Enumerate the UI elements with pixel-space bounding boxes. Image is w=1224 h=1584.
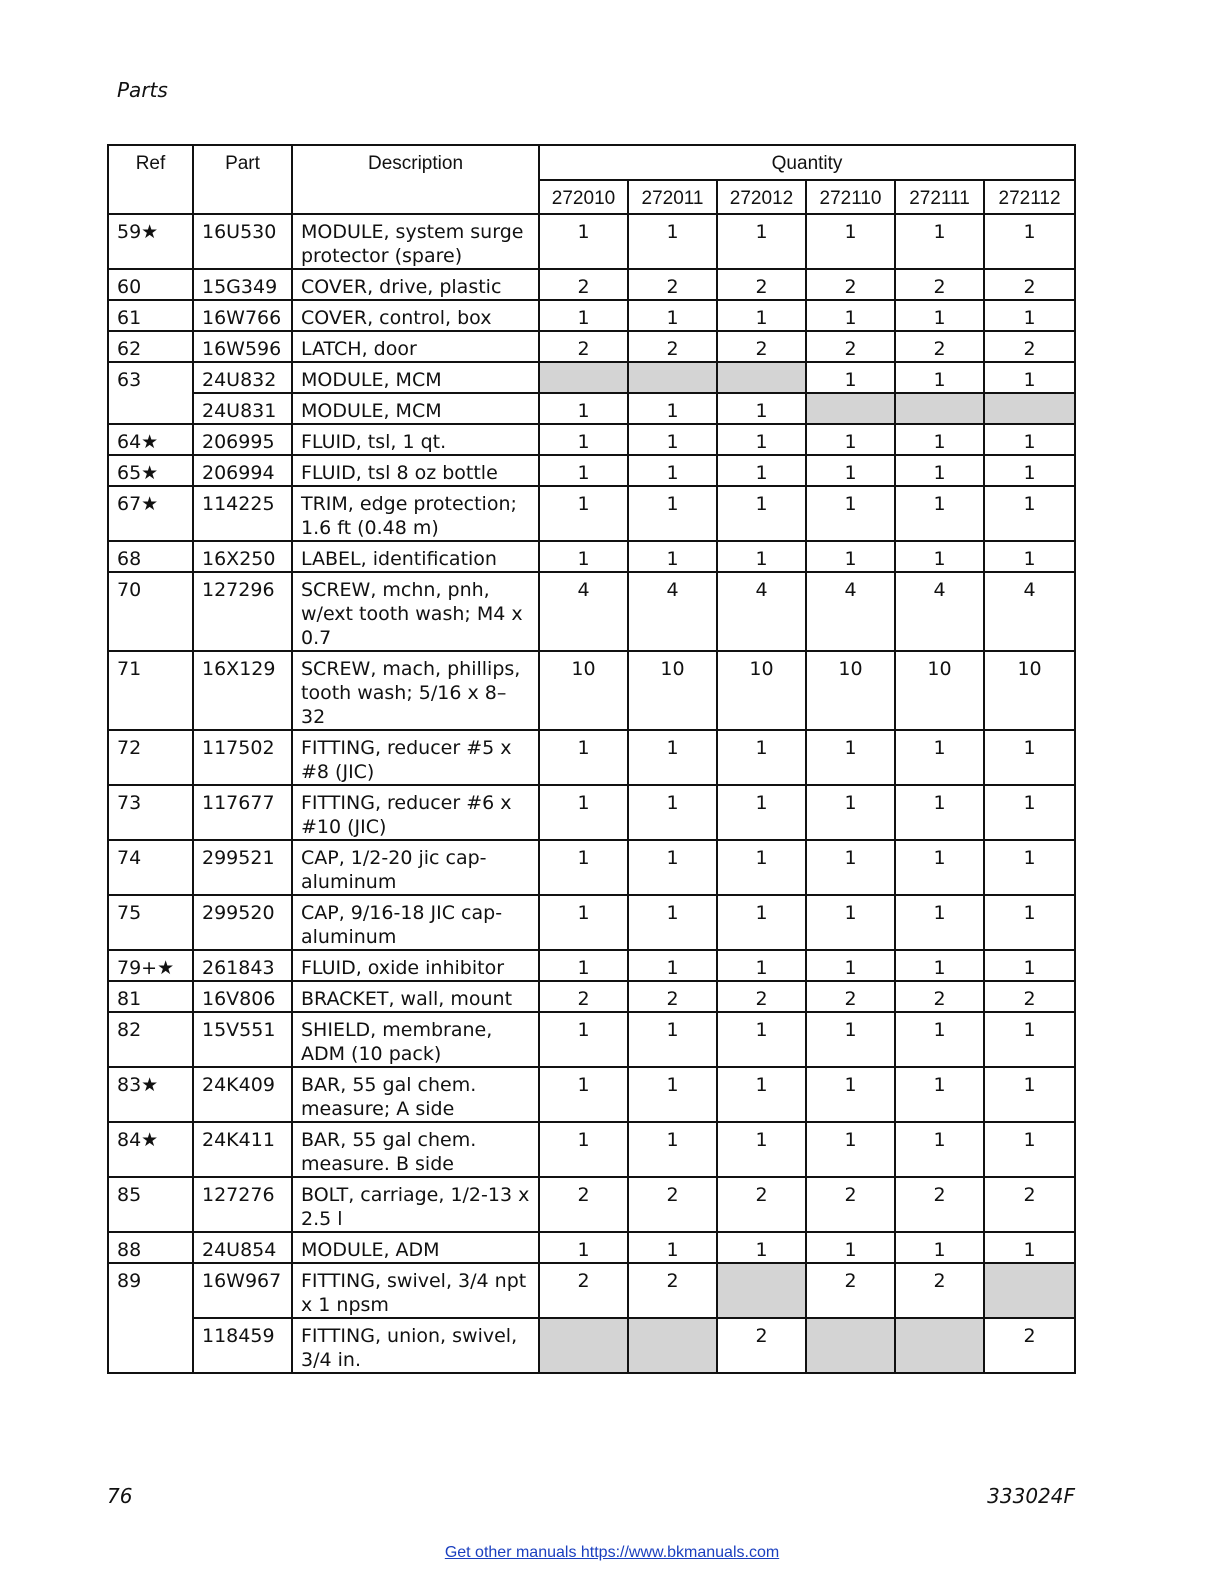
quantity-cell: 1 xyxy=(895,214,984,269)
quantity-cell: 1 xyxy=(806,214,895,269)
quantity-cell-na xyxy=(717,1263,806,1318)
ref-cell: 85 xyxy=(108,1177,193,1232)
quantity-cell: 2 xyxy=(806,331,895,362)
ref-cell: 89 xyxy=(108,1263,193,1373)
part-cell: 24U832 xyxy=(193,362,292,393)
quantity-cell: 1 xyxy=(984,1012,1075,1067)
quantity-cell: 2 xyxy=(717,981,806,1012)
ref-cell: 68 xyxy=(108,541,193,572)
quantity-cell: 1 xyxy=(628,541,717,572)
col-header-part: Part xyxy=(193,145,292,214)
col-header-ref: Ref xyxy=(108,145,193,214)
quantity-cell: 1 xyxy=(628,393,717,424)
quantity-cell: 2 xyxy=(717,1318,806,1373)
quantity-cell-na xyxy=(984,1263,1075,1318)
quantity-cell: 1 xyxy=(717,455,806,486)
quantity-cell: 1 xyxy=(628,950,717,981)
table-row xyxy=(108,424,1075,455)
table-row xyxy=(108,651,1075,730)
part-cell: 118459 xyxy=(193,1318,292,1373)
quantity-cell: 1 xyxy=(806,486,895,541)
quantity-cell: 1 xyxy=(628,300,717,331)
table-row xyxy=(108,1318,1075,1373)
part-cell: 16W967 xyxy=(193,1263,292,1318)
ref-cell: 81 xyxy=(108,981,193,1012)
quantity-cell: 2 xyxy=(895,981,984,1012)
quantity-cell: 2 xyxy=(895,269,984,300)
quantity-cell: 1 xyxy=(895,1232,984,1263)
description-cell: LABEL, identification xyxy=(292,541,539,572)
quantity-cell: 2 xyxy=(717,1177,806,1232)
quantity-cell: 1 xyxy=(895,455,984,486)
description-cell: BRACKET, wall, mount xyxy=(292,981,539,1012)
quantity-cell: 1 xyxy=(717,950,806,981)
quantity-cell-na xyxy=(984,393,1075,424)
quantity-cell: 1 xyxy=(984,214,1075,269)
quantity-cell: 2 xyxy=(984,269,1075,300)
table-row xyxy=(108,541,1075,572)
ref-cell: 82 xyxy=(108,1012,193,1067)
quantity-cell: 1 xyxy=(895,785,984,840)
quantity-cell: 10 xyxy=(717,651,806,730)
ref-cell: 64★ xyxy=(108,424,193,455)
description-cell: TRIM, edge protection; 1.6 ft (0.48 m) xyxy=(292,486,539,541)
quantity-cell: 1 xyxy=(806,785,895,840)
quantity-cell: 1 xyxy=(984,730,1075,785)
description-cell: BAR, 55 gal chem. measure. B side xyxy=(292,1122,539,1177)
model-header: 272012 xyxy=(717,180,806,214)
quantity-cell: 1 xyxy=(806,362,895,393)
quantity-cell: 1 xyxy=(717,541,806,572)
quantity-cell: 1 xyxy=(806,730,895,785)
description-cell: CAP, 9/16-18 JIC cap-aluminum xyxy=(292,895,539,950)
table-row xyxy=(108,300,1075,331)
table-row xyxy=(108,331,1075,362)
part-cell: 24U854 xyxy=(193,1232,292,1263)
quantity-cell: 1 xyxy=(895,730,984,785)
model-header: 272011 xyxy=(628,180,717,214)
quantity-cell: 2 xyxy=(539,269,628,300)
quantity-cell: 1 xyxy=(539,1012,628,1067)
quantity-cell: 1 xyxy=(895,895,984,950)
quantity-cell: 1 xyxy=(628,1122,717,1177)
quantity-cell: 2 xyxy=(895,331,984,362)
quantity-cell: 1 xyxy=(717,1232,806,1263)
ref-cell: 83★ xyxy=(108,1067,193,1122)
quantity-cell: 1 xyxy=(895,840,984,895)
quantity-cell: 1 xyxy=(895,950,984,981)
quantity-cell-na xyxy=(806,1318,895,1373)
quantity-cell: 2 xyxy=(806,981,895,1012)
ref-cell: 61 xyxy=(108,300,193,331)
quantity-cell: 1 xyxy=(984,950,1075,981)
quantity-cell: 1 xyxy=(895,541,984,572)
quantity-cell: 1 xyxy=(539,1067,628,1122)
quantity-cell: 1 xyxy=(717,895,806,950)
part-cell: 15G349 xyxy=(193,269,292,300)
quantity-cell: 4 xyxy=(895,572,984,651)
quantity-cell: 1 xyxy=(628,730,717,785)
part-cell: 127296 xyxy=(193,572,292,651)
quantity-cell: 1 xyxy=(628,214,717,269)
quantity-cell: 2 xyxy=(717,269,806,300)
quantity-cell: 1 xyxy=(717,1012,806,1067)
quantity-cell: 2 xyxy=(806,1177,895,1232)
quantity-cell: 1 xyxy=(984,362,1075,393)
quantity-cell: 1 xyxy=(628,785,717,840)
part-cell: 24K409 xyxy=(193,1067,292,1122)
model-header: 272010 xyxy=(539,180,628,214)
quantity-cell: 1 xyxy=(717,1122,806,1177)
quantity-cell: 2 xyxy=(539,1263,628,1318)
part-cell: 24U831 xyxy=(193,393,292,424)
part-cell: 299520 xyxy=(193,895,292,950)
quantity-cell: 1 xyxy=(984,840,1075,895)
quantity-cell: 4 xyxy=(539,572,628,651)
description-cell: FLUID, tsl 8 oz bottle xyxy=(292,455,539,486)
quantity-cell: 1 xyxy=(717,393,806,424)
quantity-cell: 1 xyxy=(539,455,628,486)
quantity-cell: 1 xyxy=(806,300,895,331)
quantity-cell: 1 xyxy=(984,785,1075,840)
page-number: 76 xyxy=(107,1484,133,1508)
quantity-cell: 1 xyxy=(628,424,717,455)
document-number: 333024F xyxy=(987,1484,1075,1508)
quantity-cell-na xyxy=(628,1318,717,1373)
ref-cell: 70 xyxy=(108,572,193,651)
table-row xyxy=(108,1012,1075,1067)
description-cell: COVER, drive, plastic xyxy=(292,269,539,300)
parts-table xyxy=(107,144,1076,1374)
model-header: 272111 xyxy=(895,180,984,214)
table-row xyxy=(108,269,1075,300)
quantity-cell: 2 xyxy=(628,331,717,362)
quantity-cell: 1 xyxy=(895,300,984,331)
quantity-cell: 4 xyxy=(984,572,1075,651)
quantity-cell: 2 xyxy=(539,331,628,362)
quantity-cell: 1 xyxy=(539,1122,628,1177)
table-row xyxy=(108,895,1075,950)
quantity-cell: 2 xyxy=(984,331,1075,362)
quantity-cell: 1 xyxy=(806,424,895,455)
description-cell: BOLT, carriage, 1/2-13 x 2.5 l xyxy=(292,1177,539,1232)
ref-cell: 79+★ xyxy=(108,950,193,981)
quantity-cell: 1 xyxy=(539,486,628,541)
quantity-cell: 1 xyxy=(628,895,717,950)
quantity-cell: 1 xyxy=(806,1067,895,1122)
quantity-cell: 1 xyxy=(806,1012,895,1067)
quantity-cell: 2 xyxy=(984,1318,1075,1373)
description-cell: FITTING, union, swivel, 3/4 in. xyxy=(292,1318,539,1373)
part-cell: 16W596 xyxy=(193,331,292,362)
quantity-cell: 1 xyxy=(539,424,628,455)
ref-cell: 62 xyxy=(108,331,193,362)
quantity-cell: 2 xyxy=(806,1263,895,1318)
quantity-cell: 1 xyxy=(628,1232,717,1263)
quantity-cell: 2 xyxy=(628,269,717,300)
quantity-cell: 1 xyxy=(806,455,895,486)
ref-cell: 65★ xyxy=(108,455,193,486)
quantity-cell: 1 xyxy=(984,1067,1075,1122)
quantity-cell: 1 xyxy=(984,1122,1075,1177)
table-row xyxy=(108,1067,1075,1122)
ref-cell: 73 xyxy=(108,785,193,840)
quantity-cell: 2 xyxy=(984,981,1075,1012)
quantity-cell: 1 xyxy=(984,1232,1075,1263)
quantity-cell-na xyxy=(539,362,628,393)
quantity-cell: 2 xyxy=(539,1177,628,1232)
quantity-cell: 1 xyxy=(717,785,806,840)
quantity-cell-na xyxy=(895,1318,984,1373)
part-cell: 261843 xyxy=(193,950,292,981)
table-row xyxy=(108,950,1075,981)
quantity-cell: 1 xyxy=(984,455,1075,486)
description-cell: CAP, 1/2-20 jic cap-aluminum xyxy=(292,840,539,895)
quantity-cell: 1 xyxy=(539,785,628,840)
description-cell: MODULE, MCM xyxy=(292,393,539,424)
ref-cell: 71 xyxy=(108,651,193,730)
quantity-cell: 2 xyxy=(984,1177,1075,1232)
part-cell: 206995 xyxy=(193,424,292,455)
description-cell: FITTING, reducer #5 x #8 (JIC) xyxy=(292,730,539,785)
ref-cell: 75 xyxy=(108,895,193,950)
ref-cell: 67★ xyxy=(108,486,193,541)
part-cell: 16X250 xyxy=(193,541,292,572)
table-row xyxy=(108,1232,1075,1263)
quantity-cell: 1 xyxy=(895,362,984,393)
table-row xyxy=(108,981,1075,1012)
quantity-cell: 4 xyxy=(628,572,717,651)
quantity-cell: 1 xyxy=(895,486,984,541)
quantity-cell: 2 xyxy=(539,981,628,1012)
description-cell: SHIELD, membrane, ADM (10 pack) xyxy=(292,1012,539,1067)
description-cell: FLUID, tsl, 1 qt. xyxy=(292,424,539,455)
quantity-cell: 2 xyxy=(628,1263,717,1318)
quantity-cell: 10 xyxy=(628,651,717,730)
quantity-cell: 1 xyxy=(539,300,628,331)
table-row xyxy=(108,362,1075,393)
description-cell: FITTING, swivel, 3/4 npt x 1 npsm xyxy=(292,1263,539,1318)
quantity-cell: 1 xyxy=(984,486,1075,541)
quantity-cell: 1 xyxy=(539,214,628,269)
table-row xyxy=(108,455,1075,486)
quantity-cell: 1 xyxy=(717,486,806,541)
description-cell: FITTING, reducer #6 x #10 (JIC) xyxy=(292,785,539,840)
quantity-cell: 1 xyxy=(984,424,1075,455)
quantity-cell: 2 xyxy=(895,1177,984,1232)
table-row xyxy=(108,393,1075,424)
description-cell: LATCH, door xyxy=(292,331,539,362)
quantity-cell: 4 xyxy=(806,572,895,651)
table-row xyxy=(108,840,1075,895)
part-cell: 127276 xyxy=(193,1177,292,1232)
quantity-cell: 1 xyxy=(717,1067,806,1122)
part-cell: 114225 xyxy=(193,486,292,541)
quantity-cell: 1 xyxy=(539,541,628,572)
quantity-cell-na xyxy=(895,393,984,424)
quantity-cell: 1 xyxy=(806,840,895,895)
part-cell: 299521 xyxy=(193,840,292,895)
description-cell: SCREW, mach, phillips, tooth wash; 5/16 x 8–32 xyxy=(292,651,539,730)
description-cell: BAR, 55 gal chem. measure; A side xyxy=(292,1067,539,1122)
quantity-cell: 2 xyxy=(806,269,895,300)
ref-cell: 59★ xyxy=(108,214,193,269)
quantity-cell: 1 xyxy=(539,393,628,424)
quantity-cell: 1 xyxy=(984,895,1075,950)
part-cell: 16X129 xyxy=(193,651,292,730)
ref-cell: 63 xyxy=(108,362,193,424)
quantity-cell-na xyxy=(628,362,717,393)
table-row xyxy=(108,486,1075,541)
ref-cell: 74 xyxy=(108,840,193,895)
part-cell: 16U530 xyxy=(193,214,292,269)
col-header-description: Description xyxy=(292,145,539,214)
quantity-cell: 1 xyxy=(539,1232,628,1263)
quantity-cell: 1 xyxy=(628,455,717,486)
part-cell: 16W766 xyxy=(193,300,292,331)
table-row xyxy=(108,730,1075,785)
quantity-cell: 1 xyxy=(984,541,1075,572)
part-cell: 117677 xyxy=(193,785,292,840)
model-header: 272112 xyxy=(984,180,1075,214)
ref-cell: 72 xyxy=(108,730,193,785)
description-cell: SCREW, mchn, pnh, w/ext tooth wash; M4 x 0.7 xyxy=(292,572,539,651)
part-cell: 24K411 xyxy=(193,1122,292,1177)
ref-cell: 60 xyxy=(108,269,193,300)
quantity-cell: 1 xyxy=(717,840,806,895)
table-row xyxy=(108,785,1075,840)
part-cell: 206994 xyxy=(193,455,292,486)
quantity-cell: 2 xyxy=(895,1263,984,1318)
quantity-cell: 2 xyxy=(717,331,806,362)
section-title: Parts xyxy=(117,78,168,102)
ref-cell: 88 xyxy=(108,1232,193,1263)
quantity-cell: 1 xyxy=(895,1012,984,1067)
quantity-cell: 1 xyxy=(539,840,628,895)
quantity-cell: 1 xyxy=(628,1067,717,1122)
quantity-cell: 1 xyxy=(717,300,806,331)
manuals-link[interactable]: Get other manuals https://www.bkmanuals.com xyxy=(444,1544,780,1561)
quantity-cell: 1 xyxy=(539,895,628,950)
model-header: 272110 xyxy=(806,180,895,214)
quantity-cell: 2 xyxy=(628,1177,717,1232)
quantity-cell: 1 xyxy=(628,486,717,541)
description-cell: MODULE, MCM xyxy=(292,362,539,393)
quantity-cell: 1 xyxy=(984,300,1075,331)
quantity-cell: 1 xyxy=(628,1012,717,1067)
table-row xyxy=(108,572,1075,651)
quantity-cell: 1 xyxy=(806,1232,895,1263)
quantity-cell: 10 xyxy=(984,651,1075,730)
quantity-cell: 1 xyxy=(539,950,628,981)
quantity-cell-na xyxy=(539,1318,628,1373)
quantity-cell: 1 xyxy=(539,730,628,785)
table-row xyxy=(108,1122,1075,1177)
table-row xyxy=(108,1177,1075,1232)
quantity-cell: 1 xyxy=(806,895,895,950)
quantity-cell: 1 xyxy=(895,1122,984,1177)
quantity-cell: 1 xyxy=(717,214,806,269)
quantity-cell: 10 xyxy=(539,651,628,730)
description-cell: COVER, control, box xyxy=(292,300,539,331)
table-row xyxy=(108,214,1075,269)
quantity-cell-na xyxy=(717,362,806,393)
quantity-cell: 1 xyxy=(628,840,717,895)
quantity-cell: 1 xyxy=(895,424,984,455)
quantity-cell: 10 xyxy=(806,651,895,730)
quantity-cell: 1 xyxy=(806,1122,895,1177)
part-cell: 15V551 xyxy=(193,1012,292,1067)
quantity-cell-na xyxy=(806,393,895,424)
description-cell: FLUID, oxide inhibitor xyxy=(292,950,539,981)
quantity-cell: 1 xyxy=(895,1067,984,1122)
col-header-quantity: Quantity xyxy=(539,145,1075,180)
quantity-cell: 2 xyxy=(628,981,717,1012)
description-cell: MODULE, ADM xyxy=(292,1232,539,1263)
quantity-cell: 10 xyxy=(895,651,984,730)
description-cell: MODULE, system surge protector (spare) xyxy=(292,214,539,269)
quantity-cell: 1 xyxy=(717,730,806,785)
quantity-cell: 1 xyxy=(806,541,895,572)
part-cell: 117502 xyxy=(193,730,292,785)
ref-cell: 84★ xyxy=(108,1122,193,1177)
quantity-cell: 4 xyxy=(717,572,806,651)
part-cell: 16V806 xyxy=(193,981,292,1012)
table-row xyxy=(108,1263,1075,1318)
quantity-cell: 1 xyxy=(717,424,806,455)
quantity-cell: 1 xyxy=(806,950,895,981)
